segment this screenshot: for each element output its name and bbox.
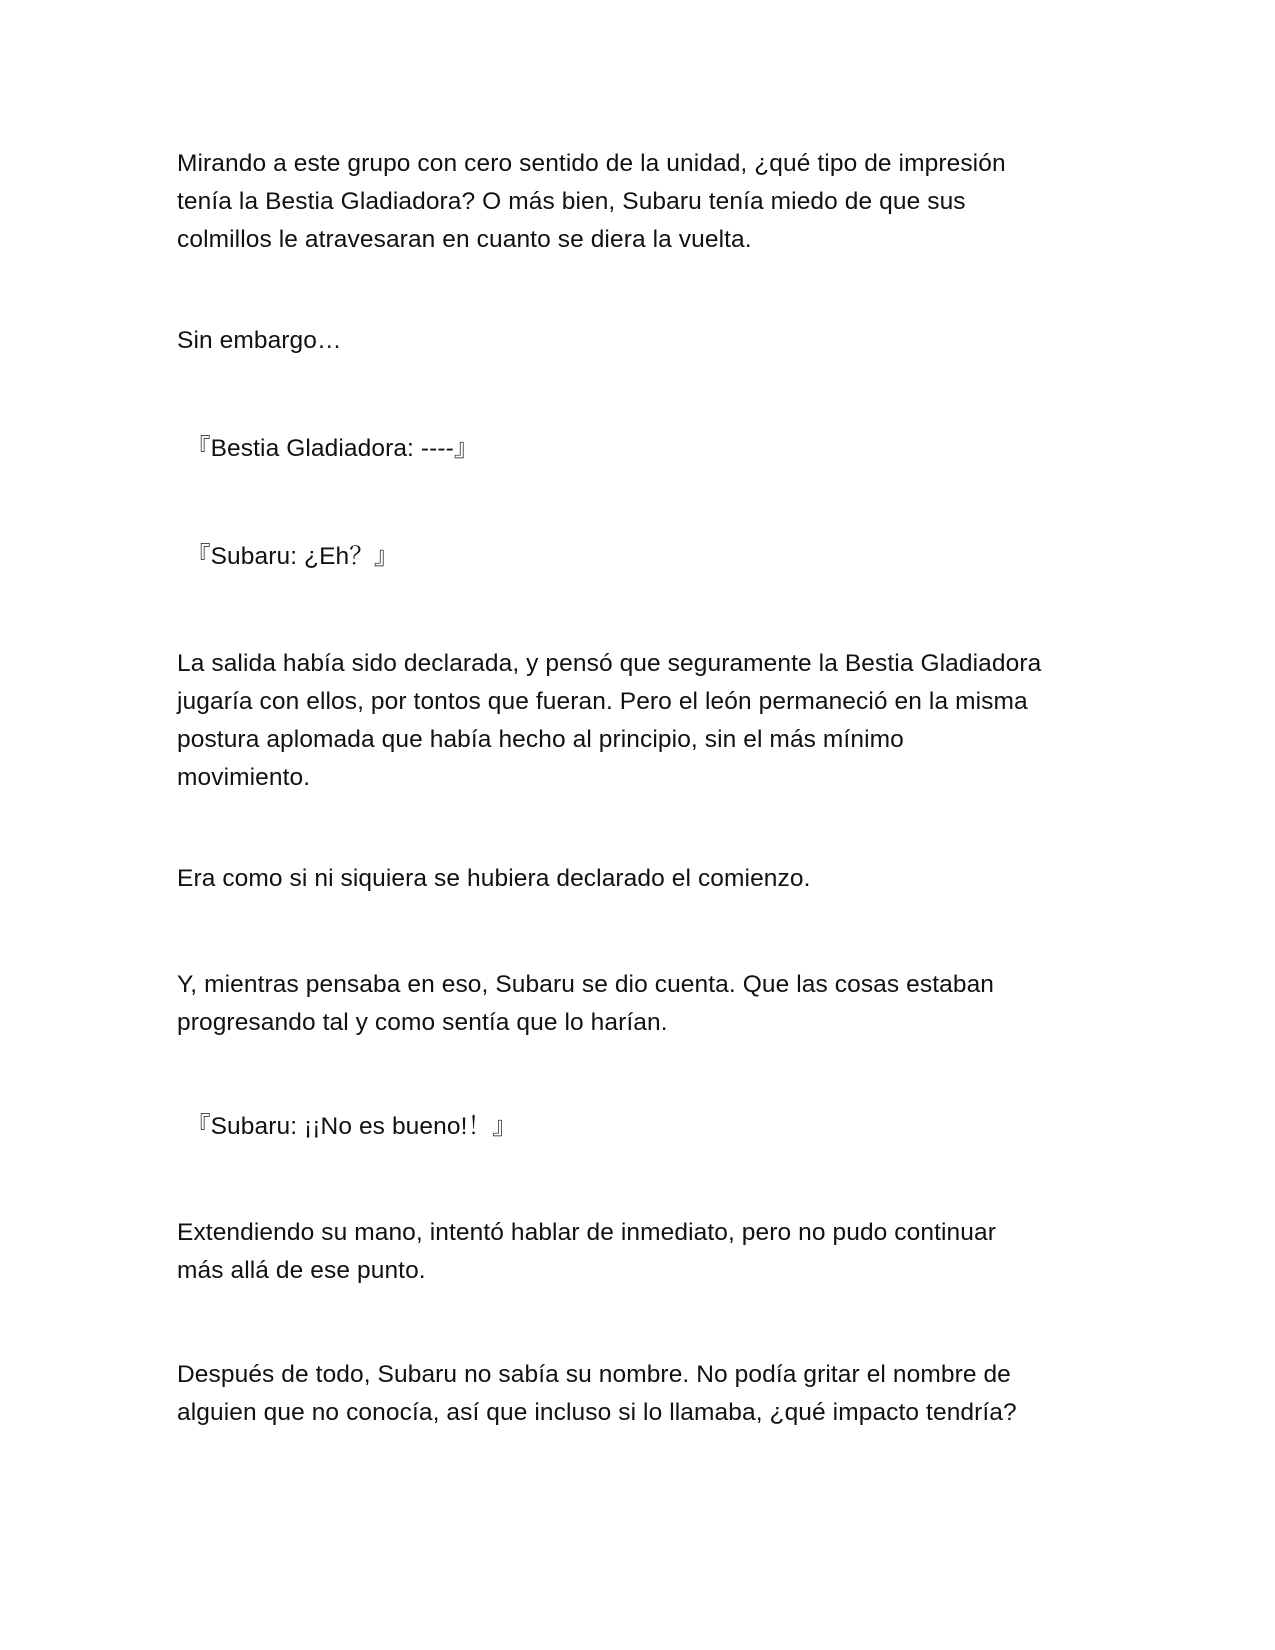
paragraph-9 xyxy=(177,1214,1107,1290)
paragraph-line: jugaría con ellos, por tontos que fueran. Pero el león permaneció en la misma xyxy=(177,688,1028,715)
paragraph-line: Mirando a este grupo con cero sentido de la unidad, ¿qué tipo de impresión xyxy=(177,150,1006,177)
dialogue-line: 『Subaru: ¿Eh？』 xyxy=(186,543,399,570)
paragraph-line: Era como si ni siquiera se hubiera declarado el comienzo. xyxy=(177,865,811,892)
paragraph-10 xyxy=(177,1356,1107,1432)
paragraph-line: tenía la Bestia Gladiadora? O más bien, Subaru tenía miedo de que sus xyxy=(177,188,966,215)
paragraph-1 xyxy=(177,145,1107,259)
paragraph-5 xyxy=(177,645,1107,797)
dialogue-line: 『Subaru: ¡¡No es bueno!！』 xyxy=(186,1113,517,1140)
paragraph-line: más allá de ese punto. xyxy=(177,1257,426,1284)
paragraph-line: Sin embargo… xyxy=(177,327,342,354)
paragraph-line: Extendiendo su mano, intentó hablar de inmediato, pero no pudo continuar xyxy=(177,1219,996,1246)
paragraph-line: movimiento. xyxy=(177,764,311,791)
paragraph-7 xyxy=(177,966,1107,1042)
paragraph-line: La salida había sido declarada, y pensó que seguramente la Bestia Gladiadora xyxy=(177,650,1042,677)
paragraph-line: alguien que no conocía, así que incluso si lo llamaba, ¿qué impacto tendría? xyxy=(177,1399,1017,1426)
paragraph-line: Y, mientras pensaba en eso, Subaru se dio cuenta. Que las cosas estaban xyxy=(177,971,995,998)
paragraph-line: postura aplomada que había hecho al principio, sin el más mínimo xyxy=(177,726,904,753)
paragraph-line: progresando tal y como sentía que lo harían. xyxy=(177,1009,668,1036)
dialogue-subaru-no-es-bueno xyxy=(186,1108,1116,1146)
paragraph-2 xyxy=(177,322,1107,360)
paragraph-line: colmillos le atravesaran en cuanto se diera la vuelta. xyxy=(177,226,752,253)
dialogue-line: 『Bestia Gladiadora: ----』 xyxy=(186,435,479,462)
dialogue-subaru-eh xyxy=(186,538,1116,576)
paragraph-6 xyxy=(177,860,1107,898)
dialogue-bestia-gladiadora xyxy=(186,430,1116,468)
paragraph-line: Después de todo, Subaru no sabía su nombre. No podía gritar el nombre de xyxy=(177,1361,1011,1388)
